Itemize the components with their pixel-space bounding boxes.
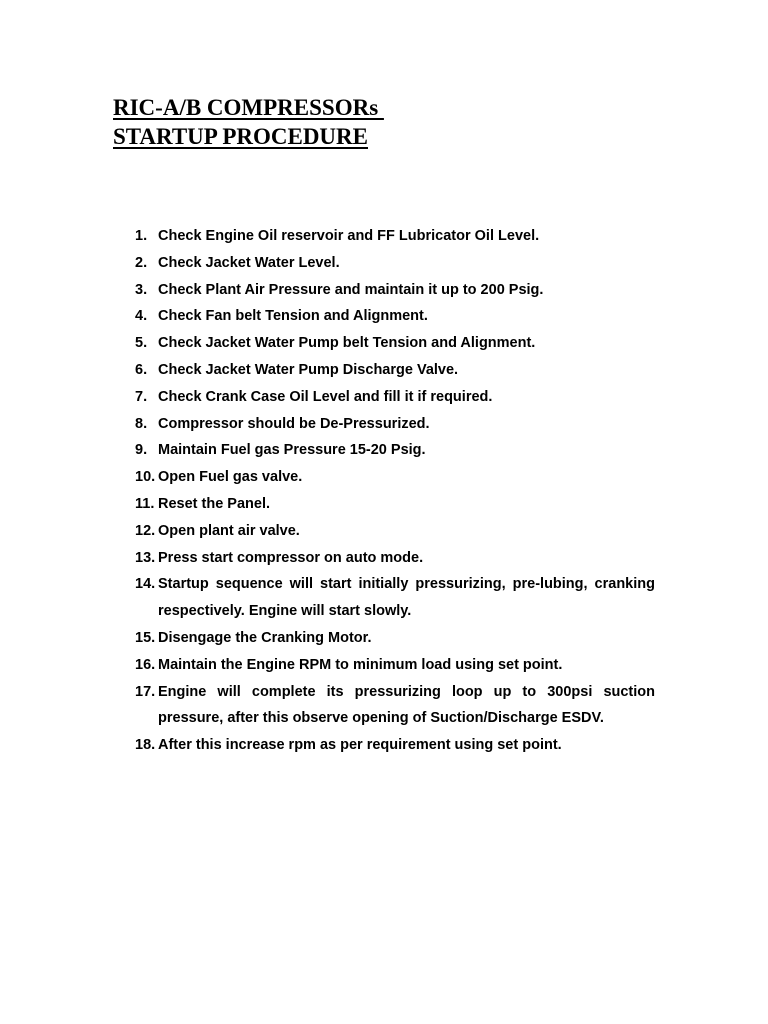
step-number: 5. <box>135 335 148 352</box>
procedure-step <box>135 571 655 625</box>
step-text: Check Crank Case Oil Level and fill it if required. <box>158 388 493 405</box>
procedure-steps-list <box>135 223 655 759</box>
step-number: 9. <box>135 442 148 459</box>
step-text: Maintain the Engine RPM to minimum load using set point. <box>158 656 563 673</box>
step-number: 14. <box>135 576 156 593</box>
title-line-2: STARTUP PROCEDURE <box>113 124 368 149</box>
step-text: Open Fuel gas valve. <box>158 469 303 486</box>
step-text: Disengage the Cranking Motor. <box>158 629 372 646</box>
step-text: After this increase rpm as per requirement using set point. <box>158 737 562 754</box>
step-number: 7. <box>135 388 148 405</box>
step-number: 16. <box>135 656 156 673</box>
step-number: 1. <box>135 228 148 244</box>
procedure-step <box>135 518 655 545</box>
step-number: 11. <box>135 495 155 512</box>
step-text: Check Jacket Water Pump belt Tension and Alignment. <box>158 335 536 352</box>
step-text: Check Jacket Water Pump Discharge Valve. <box>158 361 459 378</box>
step-text: Startup sequence will start initially pressurizing, pre-lubing, cranking respectively. Engine will start slowly. <box>158 576 655 620</box>
procedure-step <box>135 384 655 411</box>
step-text: Open plant air valve. <box>158 522 300 539</box>
step-number: 2. <box>135 254 148 271</box>
step-text: Reset the Panel. <box>158 495 271 512</box>
procedure-step <box>135 357 655 384</box>
step-number: 12. <box>135 522 156 539</box>
procedure-step <box>135 464 655 491</box>
step-text: Engine will complete its pressurizing loop up to 300psi suction pressure, after this observe opening of Suction/Discharge ESDV. <box>158 683 655 727</box>
step-text: Press start compressor on auto mode. <box>158 549 424 566</box>
step-number: 10. <box>135 469 156 486</box>
procedure-step <box>135 625 655 652</box>
procedure-step <box>135 411 655 438</box>
step-text: Check Fan belt Tension and Alignment. <box>158 308 428 325</box>
procedure-step <box>135 330 655 357</box>
step-text: Check Plant Air Pressure and maintain it up to 200 Psig. <box>158 281 544 298</box>
title-line-1: RIC-A/B COMPRESSORs <box>113 95 384 120</box>
procedure-step <box>135 277 655 304</box>
procedure-step <box>135 223 655 250</box>
procedure-step <box>135 679 655 733</box>
procedure-step <box>135 437 655 464</box>
document-title <box>113 93 384 151</box>
step-text: Check Engine Oil reservoir and FF Lubricator Oil Level. <box>158 228 540 244</box>
step-number: 15. <box>135 629 156 646</box>
step-number: 17. <box>135 683 156 700</box>
step-number: 13. <box>135 549 156 566</box>
procedure-step <box>135 491 655 518</box>
step-text: Maintain Fuel gas Pressure 15-20 Psig. <box>158 442 426 459</box>
step-text: Compressor should be De-Pressurized. <box>158 415 430 432</box>
step-number: 6. <box>135 361 148 378</box>
step-text: Check Jacket Water Level. <box>158 254 340 271</box>
procedure-step <box>135 545 655 572</box>
step-number: 3. <box>135 281 148 298</box>
step-number: 18. <box>135 737 156 754</box>
procedure-step <box>135 732 655 759</box>
procedure-step <box>135 303 655 330</box>
step-number: 4. <box>135 308 148 325</box>
procedure-step <box>135 652 655 679</box>
step-number: 8. <box>135 415 148 432</box>
procedure-step <box>135 250 655 277</box>
